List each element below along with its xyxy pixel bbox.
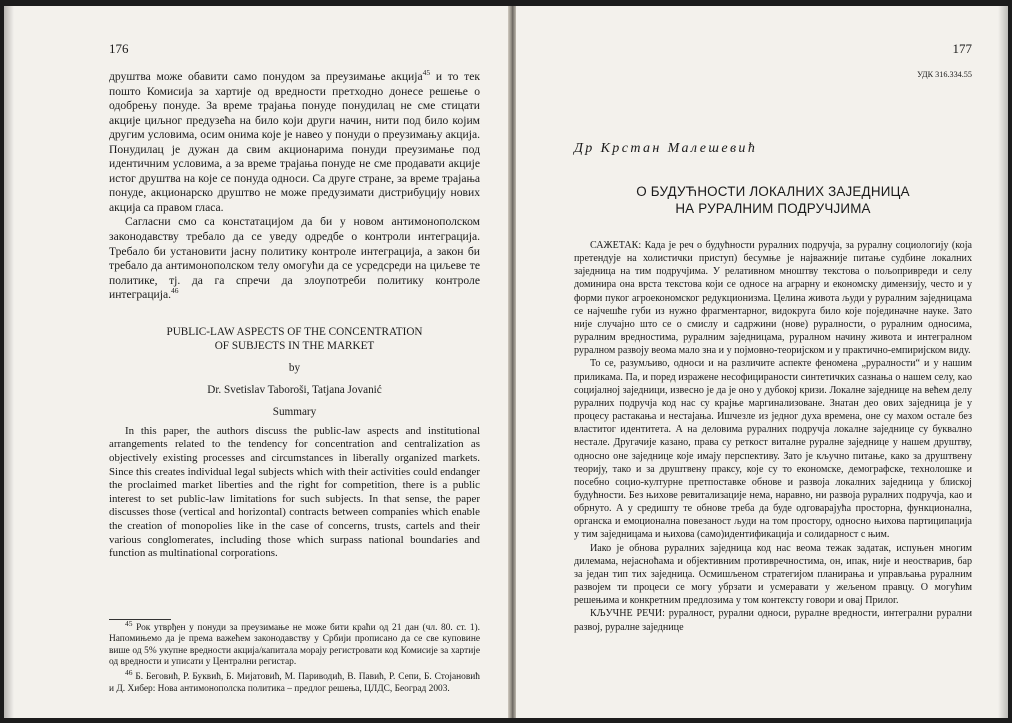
footnote-ref-46[interactable]: 46: [171, 286, 179, 296]
keywords: КЉУЧНЕ РЕЧИ: руралност, рурални односи, руралне вредности, интегрални рурални развој, руралне заједнице: [574, 608, 972, 633]
paragraph-text: и то тек пошто Комисија за хартије од вредности претходно донесе решење о одобрењу понуде. За време трајања понуде понудилац не сме стицати акције циљног предузећа на било који други начин, нити под било којим другим условима, осим онима које је навео у понуди о преузимању акција. Понудилац је дужан да свим акционарима понуди преузимање под идентичним условима, а за време трајања понуде не сме продавати акције истог друштва на које се понуда односи. Са друге стране, за време трајања понуде, акционарско друштво не може предузимати дистрибуцију нових акција са правом гласа.: [109, 70, 480, 214]
article-title-line-1: О БУДУЋНОСТИ ЛОКАЛНИХ ЗАЈЕДНИЦА: [636, 184, 910, 199]
right-page-number: 177: [952, 41, 972, 56]
book-gutter: [508, 6, 516, 718]
left-paragraph-2: [109, 215, 480, 302]
abstract-paragraph-3: Иако је обнова руралних заједница код нас веома тежак задатак, испуњен многим дилемама, нејасноћама и објективним противречностима, он, ипак, није и неостварив, бар за један тип тих заједница. Осмишљеном стратегијом планирања и управљања руралним развојем ти процеси се могу убрзати и усмеравати у жељеном правцу. О могућим решењима и конкретним предлозима у том контексту говори и овај Прилог.: [574, 542, 972, 607]
udk-code: УДК 316.334.55: [917, 70, 972, 79]
footnote-number: 46: [125, 667, 133, 677]
paragraph-text: друштва може обавити само понудом за преузимање акција: [109, 70, 423, 83]
paragraph-text: Сагласни смо са констатацијом да би у новом антимонополском законодавству требало да се уведу одредбе о контроли интеграција. Требало би установити јасну политику контроле интеграција, а закон би требало да антимонополском телу омогући да се усредсреди на циљеве те политике, тј. да га спречи да злоупотреби политику контроле интеграција.: [109, 215, 480, 302]
english-by: by: [288, 361, 301, 374]
article-title-line-2: НА РУРАЛНИМ ПОДРУЧЈИМА: [675, 201, 871, 216]
left-page-number: 176: [109, 41, 129, 56]
left-edge-shadow: [4, 6, 14, 718]
left-page: [4, 6, 508, 718]
english-summary-title: PUBLIC-LAW ASPECTS OF THE CONCENTRATION OF SUBJECTS IN THE MARKET: [166, 325, 423, 352]
footnote-divider: [109, 619, 171, 620]
right-page: [516, 6, 1008, 718]
english-summary-text: In this paper, the authors discuss the public-law aspects and institutional arrangements related to the tendency for concentration and centralization as objectively existing processes and circumstances in liberally organized markets. Since this creates individual legal subjects which with their activities could endanger the proclaimed market liberties and the right for competition, there is a public interest to set public-law limitations for such subjects. In that sense, the paper discusses those (vertical and horizontal) contracts between companies which enable the creation of monopolies like in the case of concerns, trusts, cartels and their various conglomerates, including those which surpass national boundaries and function as multinational corporations.: [109, 424, 480, 560]
abstract-paragraph-1: САЖЕТАК: Када је реч о будућности руралних подручја, за руралну социологију (која претендује на холистички приступ) бесумње је најважније питање судбине локалних заједница на тим подручјима. У релативном мноштву текстова о пољопривреди и селу доминира она врста текстова који се односе на аграрну и економску димензију, често и у форми пуког агроекономског редукционизма. Целина живота људи у руралним заједницама се најчешће губи из нужно фрагментарног, видокруга било које појединачне науке. Зато није случајно што се о смислу и садржини (нове) руралности, о руралним односима, руралним вредностима, руралним заједницама, руралном начину живота и интегралном руралном развоју веома мало зна и у појмовно-теоријском и у практично-емпиријском виду.: [574, 240, 972, 357]
english-authors: Dr. Svetislav Taboroši, Tatjana Jovanić: [207, 383, 382, 396]
summary-heading: Summary: [272, 405, 317, 418]
abstract-paragraph-2: То се, разумљиво, односи и на различите аспекте феномена „руралности“ и у нашим приликама. Па, и поред изражене несофицираности синтетичких сазнања о нашем селу, као социјалној заједници, извесно је да је оно у дубокој кризи. Локалне заједнице на већем делу руралних подручја код нас су крајње маргинализоване. Знатан део ових заједница је у процесу растакања и нестајања. Ишчезле из једног духа времена, оне су махом остале без властитог идентитета. А на деловима руралних подручја локалне заједнице су буквално нестале. Другачије казано, права су реткост виталне руралне заједнице у нашем друштву, односно оне заједнице које имају перспективу. Зато је кључно питање, како за друштвену теорију, тако и за друштвену праксу, које су то економске, демографске, технолошке и посебно социо-културне претпоставке обнове и развоја локалних заједница у блиској будућности. Без њихове ревитализације нема, наравно, ни развоја руралних подручја, као и обрнуто. А у средишту те обнове треба да буде одговарајућа просторна, функционална, органска и емоционална повезаност људи на том простору, односно њихова партиципација у тим заједницама и њихова (само)идентификација и солидарност с њим.: [574, 358, 972, 541]
footnote-45: [109, 618, 480, 669]
left-paragraph-1: [109, 70, 480, 215]
footnote-text: Рок утврђен у понуди за преузимање не може бити краћи од 21 дан (чл. 80. ст. 1). Напомињемо да је према важећем законодавству у Србији прописано да се све куповине више од 5% укупне вредности акција/капитала морају регистровати код Комисије за хартије од вредности и уписати у Централни регистар.: [109, 622, 480, 668]
footnote-text: Б. Беговић, Р. Буквић, Б. Мијатовић, М. Париводић, В. Павић, Р. Сепи, Б. Стојановић и Д. Хибер: Нова антимонополска политика – предлог решења, ЦЛДС, Београд 2003.: [109, 672, 480, 694]
footnote-46: [109, 667, 480, 695]
article-author: Др Крстан Малешевић: [574, 141, 758, 156]
footnote-number: 45: [125, 618, 133, 628]
right-edge-shadow: [998, 6, 1008, 718]
article-title: [574, 183, 972, 217]
footnote-ref-45[interactable]: 45: [422, 68, 431, 78]
